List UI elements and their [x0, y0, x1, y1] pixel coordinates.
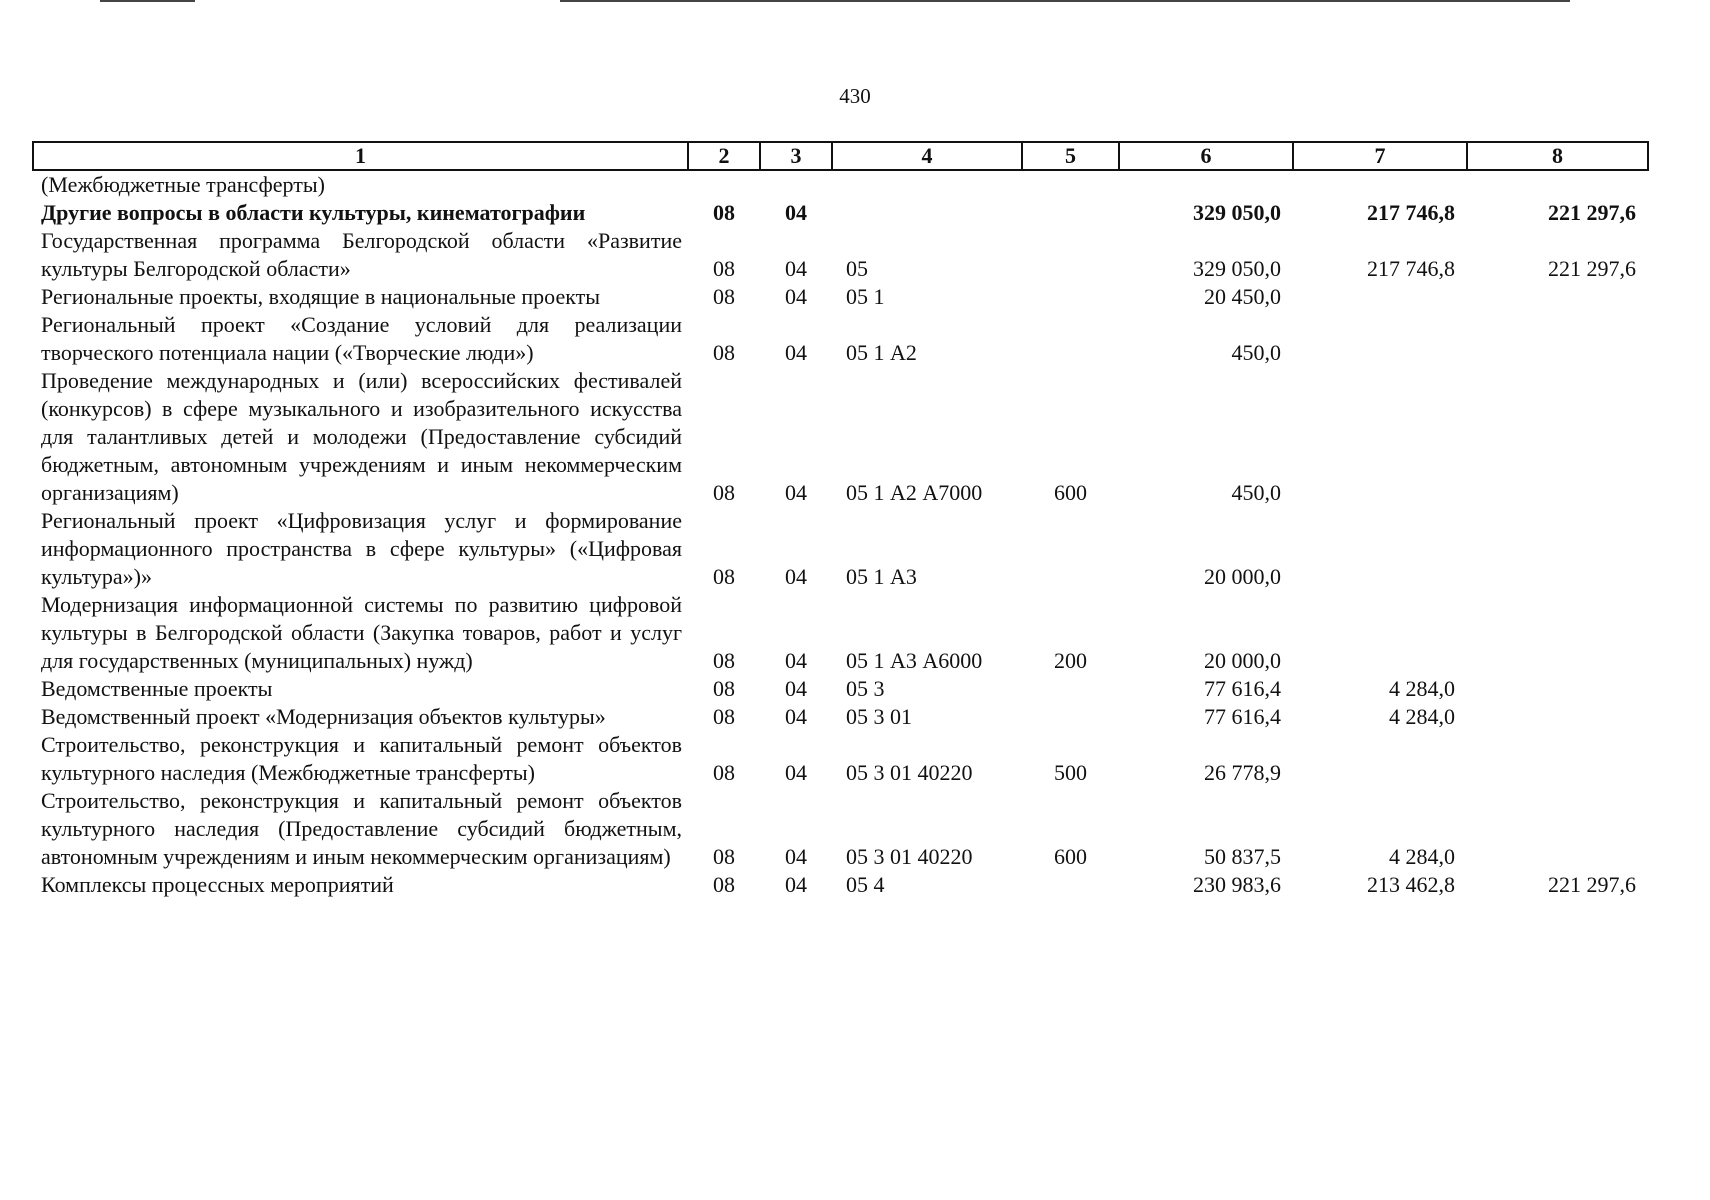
- row-subsection-code: [760, 170, 832, 199]
- table-row: [33, 703, 1648, 731]
- row-subsection-code: 04: [785, 704, 807, 729]
- row-target-article: 05 3 01 40220: [846, 844, 973, 869]
- row-name: Региональные проекты, входящие в национальные проекты: [41, 284, 601, 309]
- table-body: [33, 170, 1648, 899]
- row-amount-col8: 221 297,6: [1548, 256, 1636, 281]
- row-target-article: 05 1 А3: [846, 564, 917, 589]
- row-amount-col7: 4 284,0: [1389, 676, 1455, 701]
- row-amount-col7: [1293, 170, 1467, 199]
- row-amount-col8: [1467, 507, 1648, 591]
- row-amount-col6: [1119, 170, 1293, 199]
- row-amount-col6: 450,0: [1231, 340, 1281, 365]
- row-subsection-code: 04: [785, 872, 807, 897]
- row-subsection-code: 04: [785, 284, 807, 309]
- row-name: (Межбюджетные трансферты): [41, 172, 325, 197]
- row-subsection-code: 04: [785, 676, 807, 701]
- row-name: Ведомственный проект «Модернизация объектов культуры»: [41, 704, 606, 729]
- header-col-1: 1: [33, 142, 688, 170]
- table-row: [33, 227, 1648, 283]
- row-amount-col8: [1467, 367, 1648, 507]
- row-expense-type: [1022, 507, 1119, 591]
- row-amount-col6: 329 050,0: [1193, 200, 1281, 225]
- header-col-8: 8: [1467, 142, 1648, 170]
- row-amount-col6: 77 616,4: [1204, 676, 1281, 701]
- row-subsection-code: 04: [785, 340, 807, 365]
- row-expense-type: [1022, 703, 1119, 731]
- row-name: Строительство, реконструкция и капитальный ремонт объектов культурного наследия (Предоставление субсидий бюджетным, автономным учреждениям и иным некоммерческим организациям): [41, 788, 682, 869]
- row-amount-col7: [1293, 283, 1467, 311]
- row-section-code: 08: [713, 844, 735, 869]
- row-section-code: 08: [713, 200, 735, 225]
- row-target-article: 05: [846, 256, 868, 281]
- row-section-code: 08: [713, 760, 735, 785]
- table-row: [33, 367, 1648, 507]
- row-expense-type: [1022, 871, 1119, 899]
- header-col-3: 3: [760, 142, 832, 170]
- row-subsection-code: 04: [785, 480, 807, 505]
- table-row: [33, 787, 1648, 871]
- table-row: [33, 507, 1648, 591]
- table-row: [33, 675, 1648, 703]
- row-name: Модернизация информационной системы по развитию цифровой культуры в Белгородской области (Закупка товаров, работ и услуг для государственных (муниципальных) нужд): [41, 592, 682, 673]
- row-amount-col8: [1467, 731, 1648, 787]
- row-amount-col7: [1293, 311, 1467, 367]
- row-amount-col7: 4 284,0: [1389, 844, 1455, 869]
- row-target-article: 05 1 А2 А7000: [846, 480, 983, 505]
- row-amount-col6: 20 450,0: [1204, 284, 1281, 309]
- header-row: [33, 142, 1648, 170]
- row-target-article: [832, 199, 1022, 227]
- row-name: Региональный проект «Создание условий для реализации творческого потенциала нации («Творческие люди»): [41, 312, 682, 365]
- row-section-code: 08: [713, 564, 735, 589]
- row-section-code: 08: [713, 340, 735, 365]
- row-expense-type: [1022, 283, 1119, 311]
- row-amount-col8: [1467, 787, 1648, 871]
- row-subsection-code: 04: [785, 760, 807, 785]
- row-expense-type: [1022, 311, 1119, 367]
- header-col-5: 5: [1022, 142, 1119, 170]
- row-expense-type: 600: [1054, 844, 1087, 869]
- row-target-article: 05 1 А2: [846, 340, 917, 365]
- row-amount-col8: 221 297,6: [1548, 200, 1636, 225]
- table-row: [33, 591, 1648, 675]
- row-expense-type: [1022, 199, 1119, 227]
- row-amount-col7: 4 284,0: [1389, 704, 1455, 729]
- row-amount-col6: 329 050,0: [1193, 256, 1281, 281]
- row-name: Другие вопросы в области культуры, кинематографии: [41, 200, 586, 225]
- row-section-code: 08: [713, 648, 735, 673]
- page-number: 430: [839, 84, 871, 108]
- row-amount-col6: 77 616,4: [1204, 704, 1281, 729]
- row-target-article: 05 3 01: [846, 704, 912, 729]
- row-amount-col7: 217 746,8: [1367, 200, 1455, 225]
- row-amount-col6: 26 778,9: [1204, 760, 1281, 785]
- row-subsection-code: 04: [785, 200, 807, 225]
- row-expense-type: [1022, 170, 1119, 199]
- row-target-article: 05 3 01 40220: [846, 760, 973, 785]
- row-name: Ведомственные проекты: [41, 676, 273, 701]
- row-amount-col6: 20 000,0: [1204, 648, 1281, 673]
- row-section-code: 08: [713, 676, 735, 701]
- row-name: Региональный проект «Цифровизация услуг и формирование информационного пространства в сфере культуры» («Цифровая культура»)»: [41, 508, 682, 589]
- budget-table: [32, 141, 1649, 899]
- row-amount-col7: [1293, 507, 1467, 591]
- row-amount-col6: 20 000,0: [1204, 564, 1281, 589]
- row-amount-col8: [1467, 703, 1648, 731]
- row-amount-col6: 230 983,6: [1193, 872, 1281, 897]
- header-col-6: 6: [1119, 142, 1293, 170]
- row-expense-type: [1022, 227, 1119, 283]
- row-amount-col7: [1293, 731, 1467, 787]
- scan-edge-line-right: [560, 0, 1570, 2]
- row-subsection-code: 04: [785, 256, 807, 281]
- table-row: [33, 311, 1648, 367]
- row-expense-type: [1022, 675, 1119, 703]
- header-col-2: 2: [688, 142, 760, 170]
- row-target-article: 05 1 А3 А6000: [846, 648, 983, 673]
- row-section-code: 08: [713, 480, 735, 505]
- row-section-code: 08: [713, 284, 735, 309]
- row-amount-col8: 221 297,6: [1548, 872, 1636, 897]
- row-name: Государственная программа Белгородской области «Развитие культуры Белгородской области»: [41, 228, 682, 281]
- table-row: [33, 170, 1648, 199]
- row-expense-type: 200: [1054, 648, 1087, 673]
- row-subsection-code: 04: [785, 564, 807, 589]
- row-amount-col8: [1467, 675, 1648, 703]
- row-target-article: 05 1: [846, 284, 885, 309]
- row-target-article: 05 3: [846, 676, 885, 701]
- table-row: [33, 199, 1648, 227]
- header-col-7: 7: [1293, 142, 1467, 170]
- row-amount-col7: [1293, 591, 1467, 675]
- row-subsection-code: 04: [785, 844, 807, 869]
- header-col-4: 4: [832, 142, 1022, 170]
- row-expense-type: 600: [1054, 480, 1087, 505]
- table-row: [33, 731, 1648, 787]
- row-name: Строительство, реконструкция и капитальный ремонт объектов культурного наследия (Межбюджетные трансферты): [41, 732, 682, 785]
- row-amount-col8: [1467, 283, 1648, 311]
- scan-edge-line-left: [100, 0, 195, 2]
- row-amount-col6: 50 837,5: [1204, 844, 1281, 869]
- row-name: Комплексы процессных мероприятий: [41, 872, 394, 897]
- row-amount-col6: 450,0: [1231, 480, 1281, 505]
- row-section-code: [688, 170, 760, 199]
- row-section-code: 08: [713, 704, 735, 729]
- row-amount-col8: [1467, 311, 1648, 367]
- row-name: Проведение международных и (или) всероссийских фестивалей (конкурсов) в сфере музыкального и изобразительного искусства для талантливых детей и молодежи (Предоставление субсидий бюджетным, автономным учреждениям и иным некоммерческим организациям): [41, 368, 682, 505]
- row-target-article: [832, 170, 1022, 199]
- row-subsection-code: 04: [785, 648, 807, 673]
- row-section-code: 08: [713, 872, 735, 897]
- row-amount-col7: 213 462,8: [1367, 872, 1455, 897]
- row-amount-col7: [1293, 367, 1467, 507]
- row-expense-type: 500: [1054, 760, 1087, 785]
- row-amount-col8: [1467, 170, 1648, 199]
- row-amount-col8: [1467, 591, 1648, 675]
- row-section-code: 08: [713, 256, 735, 281]
- budget-table-container: [32, 141, 1647, 899]
- table-row: [33, 871, 1648, 899]
- table-row: [33, 283, 1648, 311]
- row-target-article: 05 4: [846, 872, 885, 897]
- row-amount-col7: 217 746,8: [1367, 256, 1455, 281]
